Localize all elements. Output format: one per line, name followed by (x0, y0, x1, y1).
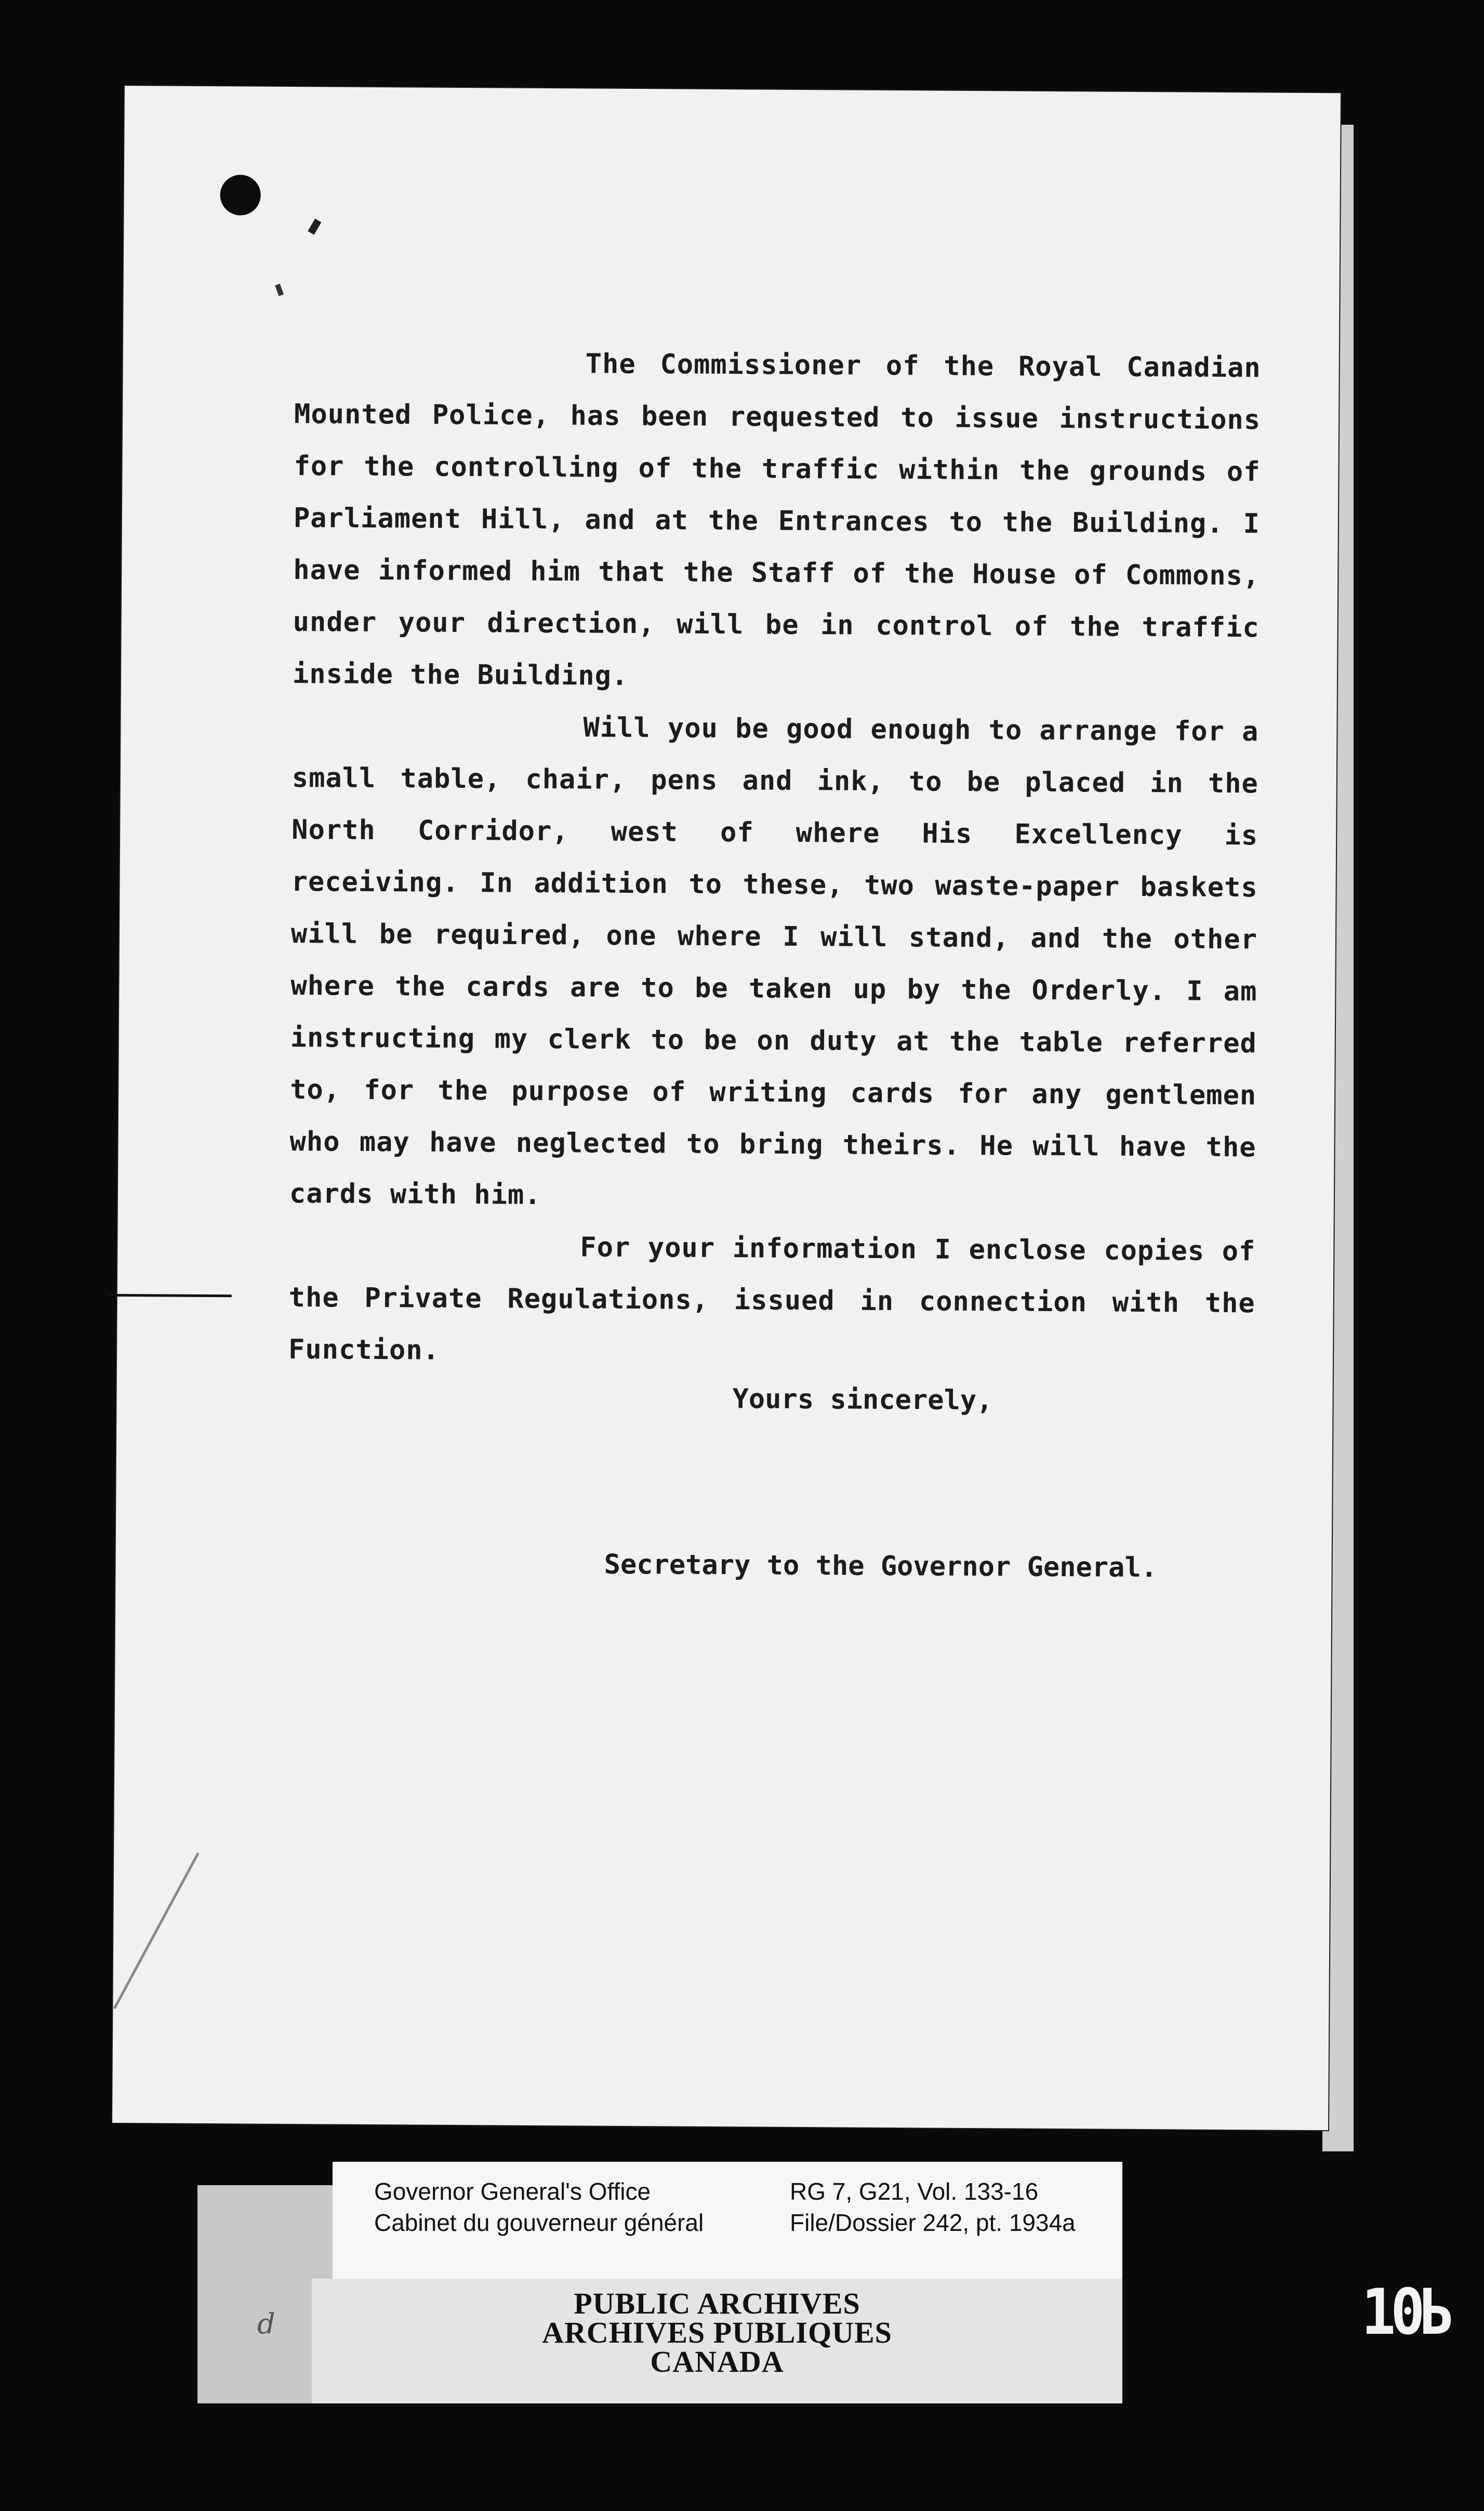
letter-page (112, 86, 1341, 2130)
speck-mark (275, 284, 284, 296)
signatory-title: Secretary to the Governor General. (604, 1549, 1158, 1584)
archives-stamp-line-2: ARCHIVES PUBLIQUES (542, 2316, 892, 2349)
hole-punch (220, 175, 260, 215)
archives-stamp (312, 2279, 1122, 2403)
paragraph-table-arrangement: Will you be good enough to arrange for a small table, chair, pens and ink, to be placed in the North Corridor, west of where His Excellency is receiving. In addition to these, two waste-paper baskets will be required, one where I will stand, and the other where the cards are to be taken up by the Orderly. I am instructing my clerk to be on duty at the table referred to, for the purpose of writing cards for any gentlemen who may have neglected to bring theirs. He will have the cards with him. (289, 712, 1259, 1211)
closing: Yours sincerely, (732, 1383, 993, 1417)
archive-label (333, 2162, 1122, 2281)
organization-french: Cabinet du gouverneur général (374, 2209, 704, 2236)
organization-english: Governor General's Office (374, 2178, 651, 2205)
paragraph-enclosure: For your information I enclose copies of the Private Regulations, issued in connection with the Function. (288, 1232, 1256, 1366)
archives-stamp-line-3: CANADA (650, 2345, 784, 2378)
film-scratch (113, 1853, 200, 2010)
archives-stamp-line-1: PUBLIC ARCHIVES (574, 2287, 860, 2320)
letter-body (288, 336, 1261, 1381)
reference-volume: RG 7, G21, Vol. 133-16 (790, 2178, 1039, 2205)
paragraph-traffic-control: The Commissioner of the Royal Canadian Mounted Police, has been requested to issue instructions for the controlling of the traffic within the grounds of Parliament Hill, and at the Entrances to the Building. I have informed him that the Staff of the House of Commons, under your direction, will be in control of the traffic inside the Building. (292, 348, 1261, 692)
handwritten-mark: d (257, 2307, 275, 2340)
reference-file: File/Dossier 242, pt. 1934a (790, 2209, 1076, 2236)
speck-mark (308, 219, 321, 235)
enclosure-marker-line (107, 1294, 232, 1297)
frame-number: 10Ь (1361, 2275, 1449, 2349)
